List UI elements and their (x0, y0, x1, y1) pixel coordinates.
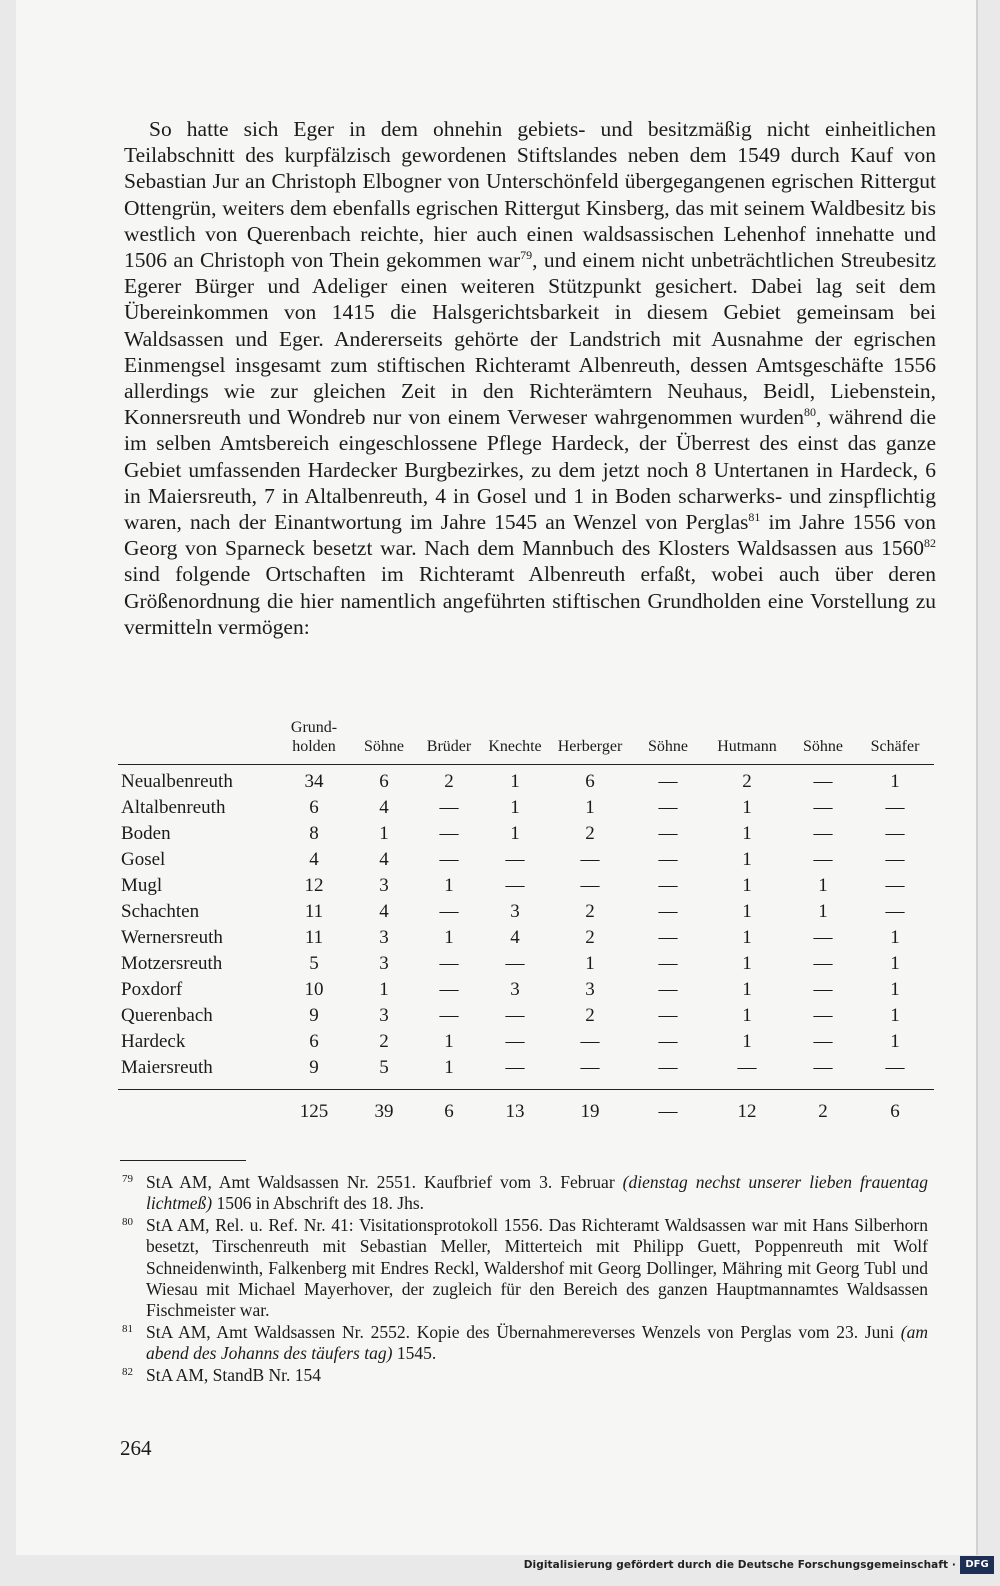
table-cell: — (580, 1057, 600, 1078)
place-name: Neualbenreuth (121, 771, 233, 792)
total-cell: 13 (482, 1090, 548, 1133)
footnote-ref: 80 (804, 405, 817, 420)
table-cell: 11 (304, 927, 324, 948)
table-cell: 1 (742, 979, 752, 1000)
table-cell: 1 (742, 849, 752, 870)
footnote-number: 79 (122, 1173, 133, 1185)
table-cell: — (658, 771, 678, 792)
column-header: Herberger (548, 718, 632, 765)
table-cell: — (885, 849, 905, 870)
total-cell: 6 (416, 1090, 482, 1133)
body-text (124, 116, 936, 640)
table-cell: 3 (510, 901, 520, 922)
table-cell: — (505, 1031, 525, 1052)
table-header-row (118, 718, 934, 765)
table-row (118, 899, 934, 925)
footnote-ref: 82 (924, 536, 936, 551)
table-row (118, 765, 934, 796)
footnote (122, 1365, 928, 1386)
column-header: Söhne (352, 718, 416, 765)
column-header: Söhne (790, 718, 856, 765)
table-cell: 1 (742, 797, 752, 818)
table-cell: 3 (379, 1005, 389, 1026)
table-cell: — (885, 901, 905, 922)
table-cell: — (658, 1031, 678, 1052)
table-cell: — (658, 927, 678, 948)
table-cell: — (505, 953, 525, 974)
table-row (118, 847, 934, 873)
table-cell: 12 (304, 875, 324, 896)
footnote-number: 81 (122, 1322, 133, 1335)
table-cell: 5 (309, 953, 319, 974)
dfg-logo: DFG (960, 1556, 994, 1574)
footnote (122, 1172, 928, 1215)
table-cell: — (813, 953, 833, 974)
total-cell: 12 (704, 1090, 790, 1133)
table-row (118, 925, 934, 951)
table-cell: 4 (379, 901, 389, 922)
table-cell: 2 (585, 1005, 595, 1026)
funding-note: Digitalisierung gefördert durch die Deutsche Forschungsgemeinschaft · (523, 1559, 956, 1571)
table-cell: 1 (890, 1005, 900, 1026)
table-cell: 4 (510, 927, 520, 948)
table-cell: — (658, 1057, 678, 1078)
table-cell: — (885, 823, 905, 844)
table-cell: — (737, 1057, 757, 1078)
total-cell: — (632, 1090, 704, 1133)
table-cell: 6 (379, 771, 389, 792)
place-name: Schachten (121, 901, 200, 922)
paragraph-text: im Jahre 1556 von Georg von Sparneck besetzt war. Nach dem Mannbuch des Klosters Waldsassen aus 1560 (124, 510, 936, 561)
place-name: Gosel (121, 849, 166, 870)
table-cell: — (439, 849, 459, 870)
table-row (118, 1055, 934, 1081)
table-cell: — (885, 1057, 905, 1078)
table-row (118, 821, 934, 847)
settlement-table (118, 718, 934, 1132)
paragraph-text: sind folgende Ortschaften im Richteramt Albenreuth erfaßt, wobei auch über deren Größenordnung die hier namentlich angeführten stiftischen Grundholden eine Vorstellung zu vermitteln vermögen: (124, 562, 936, 639)
table-cell: — (580, 875, 600, 896)
table-cell: 1 (585, 797, 595, 818)
table-cell: — (813, 979, 833, 1000)
table-cell: — (813, 1005, 833, 1026)
paragraph-text: , während die im selben Amtsbereich eingeschlossene Pflege Hardeck, der Überrest des einst das ganze Gebiet umfassenden Hardecker Burgbezirkes, zu dem jetzt noch 8 Untertanen in Hardeck, 6 in Maiersreuth, 7 in Altalbenreuth, 4 in Gosel und 1 in Boden scharwerks- und zinspflichtig waren, nach der Einantwortung im Jahre 1545 an Wenzel von Perglas (124, 405, 937, 535)
table-cell: 1 (890, 1031, 900, 1052)
footnote-text: StA AM, Amt Waldsassen Nr. 2552. Kopie des Übernahmereverses Wenzels von Perglas vom 23. Juni (146, 1321, 901, 1342)
total-cell: 125 (276, 1090, 352, 1133)
footnote-text: StA AM, Rel. u. Ref. Nr. 41: Visitationsprotokoll 1556. Das Richteramt Waldsassen war mit Hans Silberhorn besetzt, Tirschenreuth mit Sebastian Meller, Mitterteich mit Philipp Guett, Poppenreuth mit Wolf Schneidenwinth, Falkenberg mit Endres Reckl, Waldershof mit Georg Dollinger, Mähring mit Georg Tubl und Wiesau mit Michael Mayerhover, der zugleich für den Bereich des ganzen Hauptmannamtes Waldsassen Fischmeister war. (146, 1214, 928, 1321)
table-cell: 1 (444, 1031, 454, 1052)
table-cell: 2 (585, 823, 595, 844)
table-row (118, 1003, 934, 1029)
table-cell: 1 (379, 979, 389, 1000)
table-cell: 4 (309, 849, 319, 870)
table-cell: 3 (585, 979, 595, 1000)
table-cell: — (505, 1057, 525, 1078)
table-cell: — (439, 797, 459, 818)
table-cell: 3 (379, 953, 389, 974)
table-cell: 1 (510, 797, 520, 818)
table-cell: 1 (890, 927, 900, 948)
table-cell: 1 (585, 953, 595, 974)
main-paragraph (124, 116, 936, 640)
paragraph-text: , und einem nicht unbeträchtlichen Streubesitz Egerer Bürger und Adeliger einen weiteren Stützpunkt gesichert. Dabei lag seit dem Übereinkommen von 1415 die Halsgerichtsbarkeit in diesem Gebiet gemeinsam bei Waldsassen und Eger. Andererseits gehörte der Landstrich mit Ausnahme der egrischen Einmengsel insgesamt zum stiftischen Richteramt Albenreuth, dessen Amtsgeschäfte 1556 allerdings wie zur gleichen Zeit in den Richterämtern Neuhaus, Beidl, Liebenstein, Konnersreuth und Wondreb nur von einem Verweser wahrgenommen wurden (124, 248, 936, 430)
table-cell: 1 (510, 771, 520, 792)
table-cell: 4 (379, 849, 389, 870)
table-body (118, 765, 934, 1133)
table-cell: 3 (379, 875, 389, 896)
place-name: Wernersreuth (121, 927, 223, 948)
table-cell: 9 (309, 1057, 319, 1078)
table-cell: 34 (304, 771, 324, 792)
footnote-text: 1506 in Abschrift des 18. Jhs. (212, 1193, 425, 1214)
table-cell: 4 (379, 797, 389, 818)
place-name: Maiersreuth (121, 1057, 213, 1078)
table-cell: 2 (379, 1031, 389, 1052)
table-row (118, 1029, 934, 1055)
footnote-quote: (dienstag nechst unserer lieben frauentag lichtmeß) (146, 1172, 928, 1214)
table-cell: 9 (309, 1005, 319, 1026)
table-cell: — (658, 875, 678, 896)
table-cell: 1 (510, 823, 520, 844)
place-name: Querenbach (121, 1005, 213, 1026)
place-name: Boden (121, 823, 171, 844)
column-header: Hutmann (704, 718, 790, 765)
footnote-number: 80 (122, 1215, 133, 1228)
total-cell (118, 1090, 276, 1133)
table-spacer (118, 1081, 934, 1090)
table-cell: 1 (742, 823, 752, 844)
place-name: Hardeck (121, 1031, 186, 1052)
total-cell: 19 (548, 1090, 632, 1133)
table-cell: — (658, 1005, 678, 1026)
table-cell: 1 (444, 927, 454, 948)
table-cell: — (580, 849, 600, 870)
table-cell: 1 (444, 1057, 454, 1078)
total-cell: 6 (856, 1090, 934, 1133)
footnote-text: StA AM, Amt Waldsassen Nr. 2551. Kaufbrief vom 3. Februar (146, 1172, 623, 1192)
table-cell: 1 (818, 875, 828, 896)
table-cell: — (885, 875, 905, 896)
table-cell: 1 (742, 1031, 752, 1052)
table-cell: 1 (890, 953, 900, 974)
table-cell: — (439, 953, 459, 974)
table-cell: 2 (585, 927, 595, 948)
table-cell: — (505, 875, 525, 896)
table-cell: — (658, 849, 678, 870)
footnote-ref: 79 (520, 248, 533, 263)
table-cell: 3 (379, 927, 389, 948)
footnote-quote: (am abend des Johanns des täufers tag) (146, 1321, 928, 1364)
footnote (122, 1322, 928, 1365)
table-row (118, 873, 934, 899)
table-cell: — (658, 901, 678, 922)
footnote-rule (120, 1160, 246, 1161)
table-cell: — (813, 771, 833, 792)
table-cell: 8 (309, 823, 319, 844)
total-cell: 2 (790, 1090, 856, 1133)
table-cell: — (885, 797, 905, 818)
column-header: Knechte (482, 718, 548, 765)
table-cell: 1 (818, 901, 828, 922)
table-row (118, 977, 934, 1003)
table-row (118, 951, 934, 977)
table-cell: 11 (304, 901, 324, 922)
column-header: Söhne (632, 718, 704, 765)
table-row (118, 795, 934, 821)
table-cell: 10 (304, 979, 324, 1000)
table-cell: 2 (742, 771, 752, 792)
table-cell: — (813, 1031, 833, 1052)
table-cell: 1 (890, 771, 900, 792)
table-cell: — (505, 849, 525, 870)
table-cell: — (813, 823, 833, 844)
table-cell: 3 (510, 979, 520, 1000)
column-header: Grund- holden (276, 718, 352, 765)
page-number: 264 (120, 1436, 152, 1460)
table-cell: 1 (742, 953, 752, 974)
table-cell: 2 (585, 901, 595, 922)
place-name: Mugl (121, 875, 163, 896)
table-cell: 6 (585, 771, 595, 792)
table-cell: 1 (890, 979, 900, 1000)
table-cell: 1 (379, 823, 389, 844)
column-header: Brüder (416, 718, 482, 765)
table-cell: — (813, 849, 833, 870)
table-cell: — (813, 797, 833, 818)
table-cell: — (505, 1005, 525, 1026)
table-cell: 1 (742, 927, 752, 948)
table-cell: 1 (742, 875, 752, 896)
place-name: Motzersreuth (121, 953, 223, 974)
table-cell: — (658, 823, 678, 844)
table-cell: — (658, 797, 678, 818)
table-cell: 1 (742, 901, 752, 922)
table-cell: — (580, 1031, 600, 1052)
table-cell: — (813, 927, 833, 948)
column-header: Schäfer (856, 718, 934, 765)
place-name: Altalbenreuth (121, 797, 226, 818)
table-cell: — (439, 823, 459, 844)
paragraph-text: So hatte sich Eger in dem ohnehin gebiets- und besitzmäßig nicht einheitlichen Teilabschnitt des kurpfälzisch gewordenen Stiftslandes neben dem 1549 durch Kauf von Sebastian Jur an Christoph Elbogner von Unterschönfeld übergegangenen egrischen Rittergut Ottengrün, weiters dem ebenfalls egrischen Rittergut Kinsberg, das mit seinem Waldbesitz bis westlich von Querenbach reichte, hier auch einen waldsassischen Lehenhof innehatte und 1506 an Christoph von Thein gekommen war (124, 117, 936, 273)
place-name: Poxdorf (121, 979, 183, 1000)
table-cell: — (813, 1057, 833, 1078)
table-cell: 6 (309, 1031, 319, 1052)
table-cell: — (658, 953, 678, 974)
footnotes (122, 1172, 928, 1386)
table-cell: — (658, 979, 678, 1000)
footnote-ref: 81 (748, 510, 761, 525)
table-cell: 5 (379, 1057, 389, 1078)
column-header (118, 718, 276, 765)
table-cell: 2 (444, 771, 454, 792)
table-cell: 1 (444, 875, 454, 896)
table-cell: 1 (742, 1005, 752, 1026)
footnote-text: StA AM, StandB Nr. 154 (146, 1364, 322, 1385)
footnote-text: 1545. (392, 1343, 437, 1364)
table-cell: — (439, 1005, 459, 1026)
table-cell: — (439, 901, 459, 922)
footnote (122, 1215, 928, 1322)
total-cell: 39 (352, 1090, 416, 1133)
table-cell: — (439, 979, 459, 1000)
footnote-number: 82 (122, 1365, 133, 1378)
table-cell: 6 (309, 797, 319, 818)
totals-row (118, 1090, 934, 1133)
